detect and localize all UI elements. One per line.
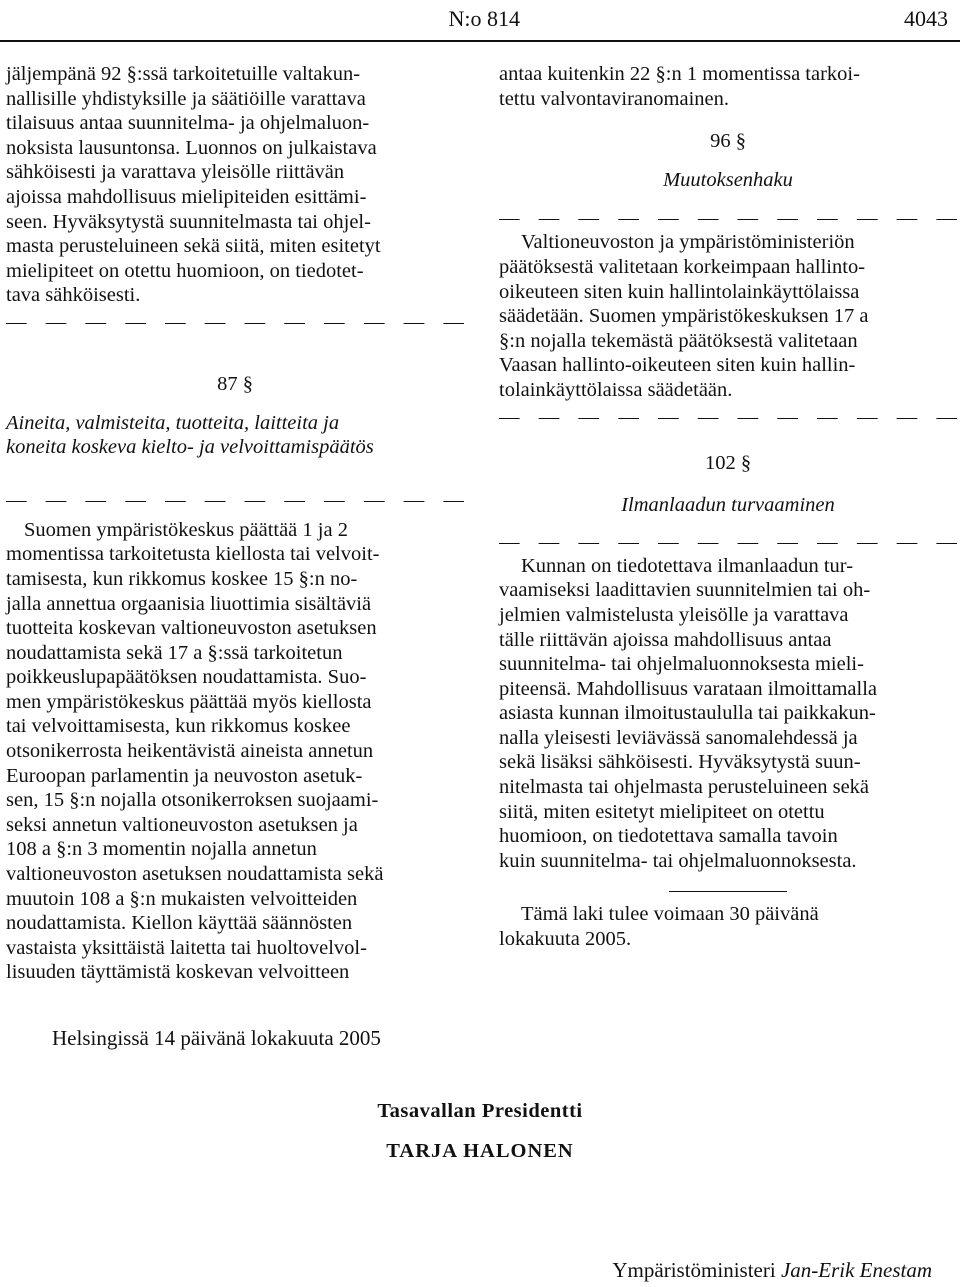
text-line: kuin suunnitelma- tai ohjelmaluonnoksesta. — [499, 849, 857, 872]
text-line: sähköisesti ja varattava yleisölle riittävän — [6, 161, 345, 184]
text-line: noudattamista. Kiellon käyttää säännösten — [6, 912, 353, 935]
section-96-title: Muutoksenhaku — [663, 168, 793, 191]
title-line: koneita koskeva kielto- ja velvoittamispäätös — [6, 436, 374, 459]
text-line: men ympäristökeskus päättää myös kiellosta — [6, 690, 372, 713]
text-line: asiasta kunnan ilmoitustaululla tai paikkakun- — [499, 702, 876, 725]
section-87-number: 87 § — [217, 372, 253, 395]
text-line: nitelmasta tai ohjelmasta perusteluineen sekä — [499, 776, 870, 799]
section-102-number: 102 § — [704, 451, 752, 474]
left-paragraph-2 — [6, 518, 464, 985]
text-line: säädetään. Suomen ympäristökeskuksen 17 a — [499, 305, 869, 328]
right-paragraph-4 — [499, 902, 957, 951]
text-line: noksista lausuntonsa. Luonnos on julkaistava — [6, 136, 377, 159]
right-paragraph-1 — [499, 62, 957, 111]
statute-number: N:o 814 — [448, 6, 520, 31]
text-line: tuotteita koskevan valtioneuvoston asetuksen — [6, 617, 377, 640]
minister-name: Jan-Erik Enestam — [780, 1258, 932, 1282]
text-line: 108 a §:n 3 momentin nojalla annetun — [6, 838, 317, 861]
text-line: siitä, miten esitetyt mielipiteet on otettu — [499, 800, 825, 823]
text-line: masta perusteluineen sekä siitä, miten esitetyt — [6, 235, 381, 258]
text-line: mielipiteet on otettu huomioon, on tiedotet- — [6, 259, 364, 282]
text-line: oikeuteen siten kuin hallintolainkäyttölaissa — [499, 280, 860, 303]
section-102-title: Ilmanlaadun turvaaminen — [621, 494, 835, 517]
right-paragraph-3 — [499, 554, 957, 874]
text-line: noudattamista sekä 17 a §:ssä tarkoitetun — [6, 641, 343, 664]
text-line: seksi annetun valtioneuvoston asetuksen ja — [6, 813, 358, 836]
text-line: poikkeuslupapäätöksen noudattamista. Suo- — [6, 666, 367, 689]
section-96-number: 96 § — [710, 130, 746, 153]
text-line: ajoissa mahdollisuus mielipiteiden esittämi- — [6, 185, 367, 208]
text-line: tolainkäyttölaissa säädetään. — [499, 378, 733, 401]
place-and-date: Helsingissä 14 päivänä lokakuuta 2005 — [52, 1026, 381, 1050]
text-line: sen, 15 §:n nojalla otsonikerroksen suojaami- — [6, 789, 379, 812]
text-line: piteensä. Mahdollisuus varataan ilmoittamalla — [499, 677, 878, 700]
title-line: Aineita, valmisteita, tuotteita, laitteita ja — [6, 411, 340, 434]
text-line: tilaisuus antaa suunnitelma- ja ohjelmaluon- — [6, 112, 370, 135]
text-line: Euroopan parlamentin ja neuvoston asetuk- — [6, 764, 363, 787]
text-line: jelmien valmistelusta yleisölle ja varattava — [499, 603, 849, 626]
text-line: lokakuuta 2005. — [499, 928, 632, 951]
text-line: lisuuden täyttämistä koskevan velvoitteen — [6, 961, 350, 984]
text-line: vastaista yksittäistä laitetta tai huoltovelvol- — [6, 936, 367, 959]
left-column — [6, 62, 464, 985]
text-line: jalla annettua orgaanisia liuottimia sisältäviä — [6, 592, 372, 615]
section-87-title — [6, 411, 464, 460]
text-line: suunnitelma- tai ohjelmaluonnoksesta mieli- — [499, 653, 864, 676]
text-line: seen. Hyväksytystä suunnitelmasta tai ohjel- — [6, 210, 371, 233]
text-line: §:n nojalla tekemästä päätöksestä valitetaan — [499, 329, 858, 352]
omission-dashes: — — — — — — — — — — — — — [6, 488, 464, 510]
text-line: otsonikerrosta heikentävistä aineista annetun — [6, 740, 374, 763]
page-header — [0, 0, 960, 42]
text-line: tettu valvontaviranomainen. — [499, 87, 729, 110]
text-line: tamisesta, kun rikkomus koskee 15 §:n no- — [6, 567, 358, 590]
text-line: jäljempänä 92 §:ssä tarkoitetuille valtakun- — [6, 63, 361, 85]
omission-dashes: — — — — — — — — — — — — — [6, 310, 464, 332]
minister-title: Ympäristöministeri — [612, 1258, 776, 1282]
right-paragraph-2 — [499, 230, 957, 402]
text-line: vaamiseksi laadittavien suunnitelmien tai oh- — [499, 579, 871, 602]
left-paragraph-1 — [6, 62, 464, 308]
text-line: Tämä laki tulee voimaan 30 päivänä — [521, 903, 819, 926]
text-line: tai velvoittamisesta, kun rikkomus koskee — [6, 715, 351, 738]
text-line: tava sähköisesti. — [6, 284, 141, 307]
omission-dashes: — — — — — — — — — — — — — [499, 207, 957, 229]
text-line: Valtioneuvoston ja ympäristöministeriön — [521, 231, 855, 254]
text-line: sekä lisäksi sähköisesti. Hyväksytystä suun- — [499, 751, 861, 774]
president-title: Tasavallan Presidentti — [377, 1100, 583, 1122]
text-line: antaa kuitenkin 22 §:n 1 momentissa tarkoi- — [499, 63, 860, 85]
text-line: päätöksestä valitetaan korkeimpaan hallinto- — [499, 255, 866, 278]
minister-signature — [612, 1258, 932, 1283]
text-line: Vaasan hallinto-oikeuteen siten kuin hallin- — [499, 354, 856, 377]
text-line: huomioon, on tiedotettava samalla tavoin — [499, 825, 838, 848]
text-line: momentissa tarkoitetusta kiellosta tai velvoit- — [6, 543, 380, 566]
text-line: muutoin 108 a §:n mukaisten velvoitteiden — [6, 887, 358, 910]
right-column — [499, 62, 957, 952]
page-number: 4043 — [904, 6, 948, 31]
omission-dashes: — — — — — — — — — — — — — [499, 530, 957, 552]
text-line: nalla yleisesti leviävässä sanomalehdessä ja — [499, 726, 858, 749]
text-line: Suomen ympäristökeskus päättää 1 ja 2 — [24, 518, 348, 541]
text-line: tälle riittävän ajoissa mahdollisuus antaa — [499, 628, 832, 651]
president-name: TARJA HALONEN — [386, 1140, 574, 1162]
omission-dashes: — — — — — — — — — — — — — [499, 405, 957, 427]
text-line: valtioneuvoston asetuksen noudattamista sekä — [6, 863, 384, 886]
text-line: nallisille yhdistyksille ja säätiöille varattava — [6, 87, 366, 110]
text-line: Kunnan on tiedotettava ilmanlaadun tur- — [521, 554, 854, 577]
